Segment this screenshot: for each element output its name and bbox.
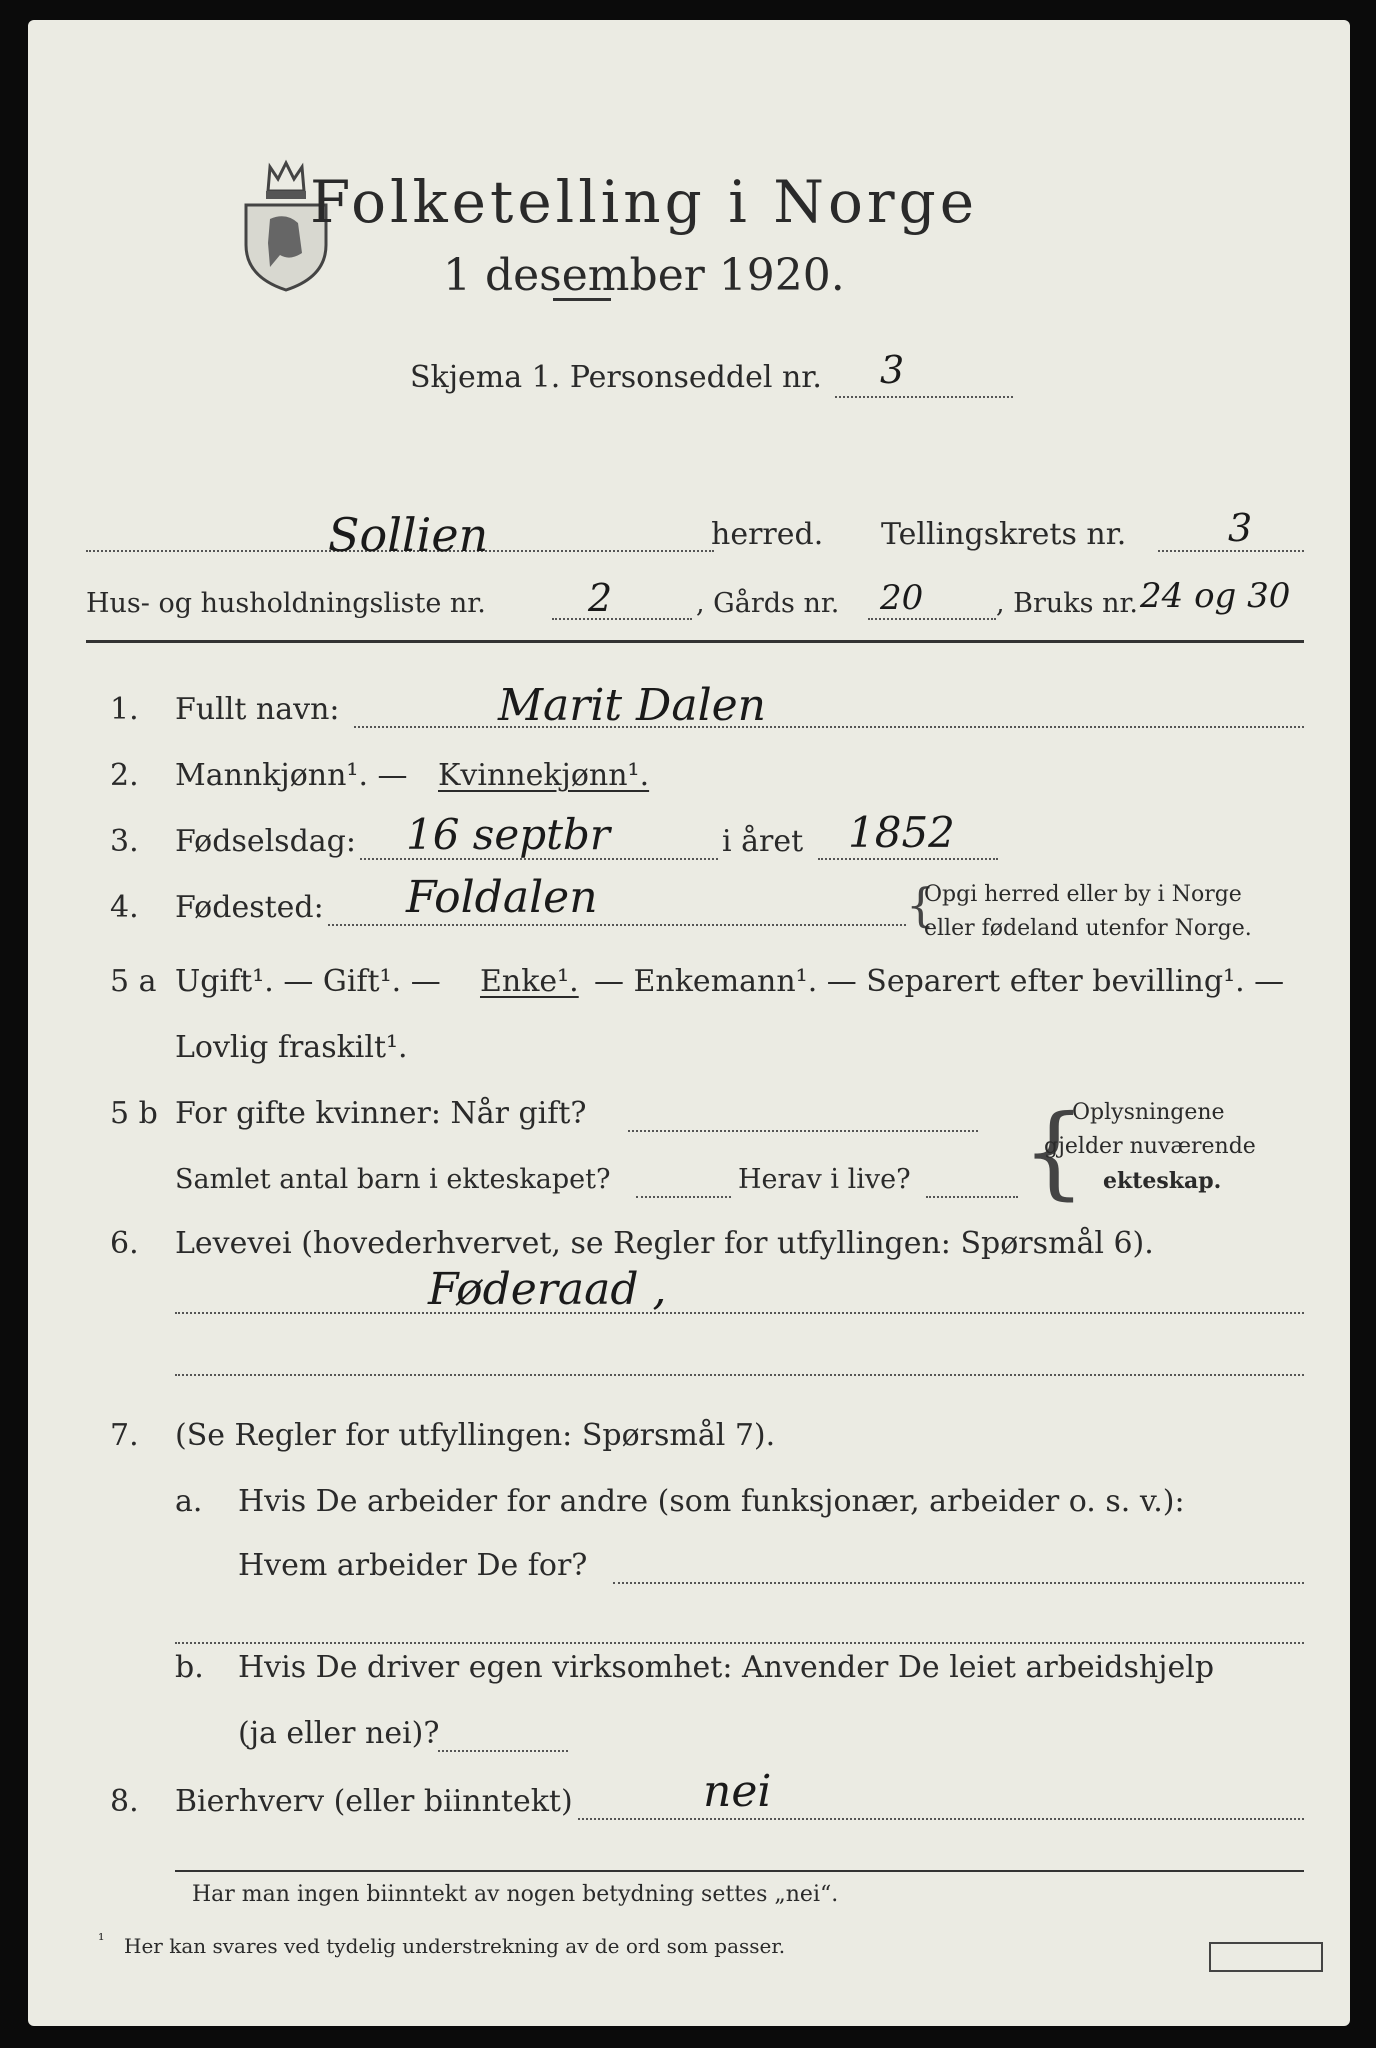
q5b-note-line1: Oplysningene (1072, 1100, 1225, 1125)
form-date: 1 desember 1920. (443, 250, 845, 301)
lovlig-fraskilt-option: Lovlig fraskilt¹. (175, 1030, 408, 1065)
q7-label: (Se Regler for utfyllingen: Spørsmål 7). (175, 1418, 776, 1453)
q8-rule (175, 1870, 1304, 1872)
skjema-label: Skjema 1. Personseddel nr. (410, 360, 822, 395)
q7b-letter: b. (175, 1650, 204, 1685)
q3-label: Fødselsdag: (175, 824, 356, 859)
printer-stamp (1209, 1942, 1323, 1972)
q1-number: 1. (110, 692, 139, 727)
enke-option: Enke¹. (480, 964, 579, 999)
q7b-line2: (ja eller nei)? (238, 1716, 440, 1751)
census-form (28, 20, 1350, 2026)
q4-note-line1: Opgi herred eller by i Norge (924, 882, 1242, 907)
tellingskrets-nr: 3 (1228, 506, 1253, 550)
herred-label: herred. (711, 517, 824, 552)
q5b-note-line2: gjelder nuværende (1044, 1134, 1256, 1159)
occupation-value: Føderaad , (428, 1264, 667, 1315)
q4-number: 4. (110, 890, 139, 925)
herred-value: Sollien (328, 508, 489, 562)
q8-number: 8. (110, 1784, 139, 1819)
title-rule (553, 298, 611, 301)
birth-year-value: 1852 (848, 808, 955, 857)
q3-number: 3. (110, 824, 139, 859)
birth-date-value: 16 septbr (406, 810, 610, 859)
header-rule (86, 640, 1304, 643)
personseddel-nr: 3 (880, 348, 905, 392)
q7a-letter: a. (175, 1484, 203, 1519)
kvinnekjonn-option: Kvinnekjønn¹. (438, 758, 650, 793)
tellingskrets-label: Tellingskrets nr. (881, 517, 1127, 552)
ugift-gift-options: Ugift¹. — Gift¹. — (175, 964, 441, 999)
q7b-line1: Hvis De driver egen virksomhet: Anvender De leiet arbeidshjelp (238, 1650, 1215, 1685)
q5a-other-options: — Enkemann¹. — Separert efter bevilling¹. — (594, 964, 1285, 999)
q1-label: Fullt navn: (175, 692, 340, 727)
bruks-nr: 24 og 30 (1140, 576, 1291, 616)
q7a-line1: Hvis De arbeider for andre (som funksjonær, arbeider o. s. v.): (238, 1484, 1185, 1519)
q4-brace: { (906, 878, 936, 932)
gards-label: , Gårds nr. (696, 588, 840, 619)
q5b-note-line3: ekteskap. (1103, 1168, 1222, 1194)
alive-label: Herav i live? (738, 1164, 911, 1195)
hus-nr: 2 (588, 576, 613, 620)
full-name-value: Marit Dalen (498, 680, 767, 731)
q6-number: 6. (110, 1226, 139, 1261)
birthplace-value: Foldalen (406, 872, 598, 923)
q8-note: Har man ingen biinntekt av nogen betydning settes „nei“. (192, 1882, 839, 1907)
q5b-brace: { (1022, 1093, 1086, 1210)
children-label: Samlet antal barn i ekteskapet? (175, 1164, 611, 1195)
form-title: Folketelling i Norge (310, 168, 979, 236)
side-income-value: nei (703, 1766, 772, 1817)
mannkjonn-option: Mannkjønn¹. — (175, 758, 408, 793)
q7a-line2: Hvem arbeider De for? (238, 1548, 588, 1583)
footnote-text: Her kan svares ved tydelig understrekning av de ord som passer. (124, 1934, 786, 1958)
footnote-mark: ¹ (98, 1930, 105, 1949)
q8-label: Bierhverv (eller biinntekt) (175, 1784, 573, 1819)
q7-number: 7. (110, 1418, 139, 1453)
q5b-number: 5 b (110, 1096, 158, 1131)
bruks-label: , Bruks nr. (996, 588, 1139, 619)
q5a-number: 5 a (110, 964, 157, 999)
q5b-label: For gifte kvinner: Når gift? (175, 1096, 587, 1131)
q4-label: Fødested: (175, 890, 324, 925)
hus-label: Hus- og husholdningsliste nr. (86, 588, 486, 619)
year-label: i året (722, 824, 804, 859)
q4-note-line2: eller fødeland utenfor Norge. (924, 916, 1252, 941)
q6-label: Levevei (hovederhvervet, se Regler for utfyllingen: Spørsmål 6). (175, 1226, 1154, 1261)
q2-number: 2. (110, 758, 139, 793)
gards-nr: 20 (880, 578, 924, 618)
